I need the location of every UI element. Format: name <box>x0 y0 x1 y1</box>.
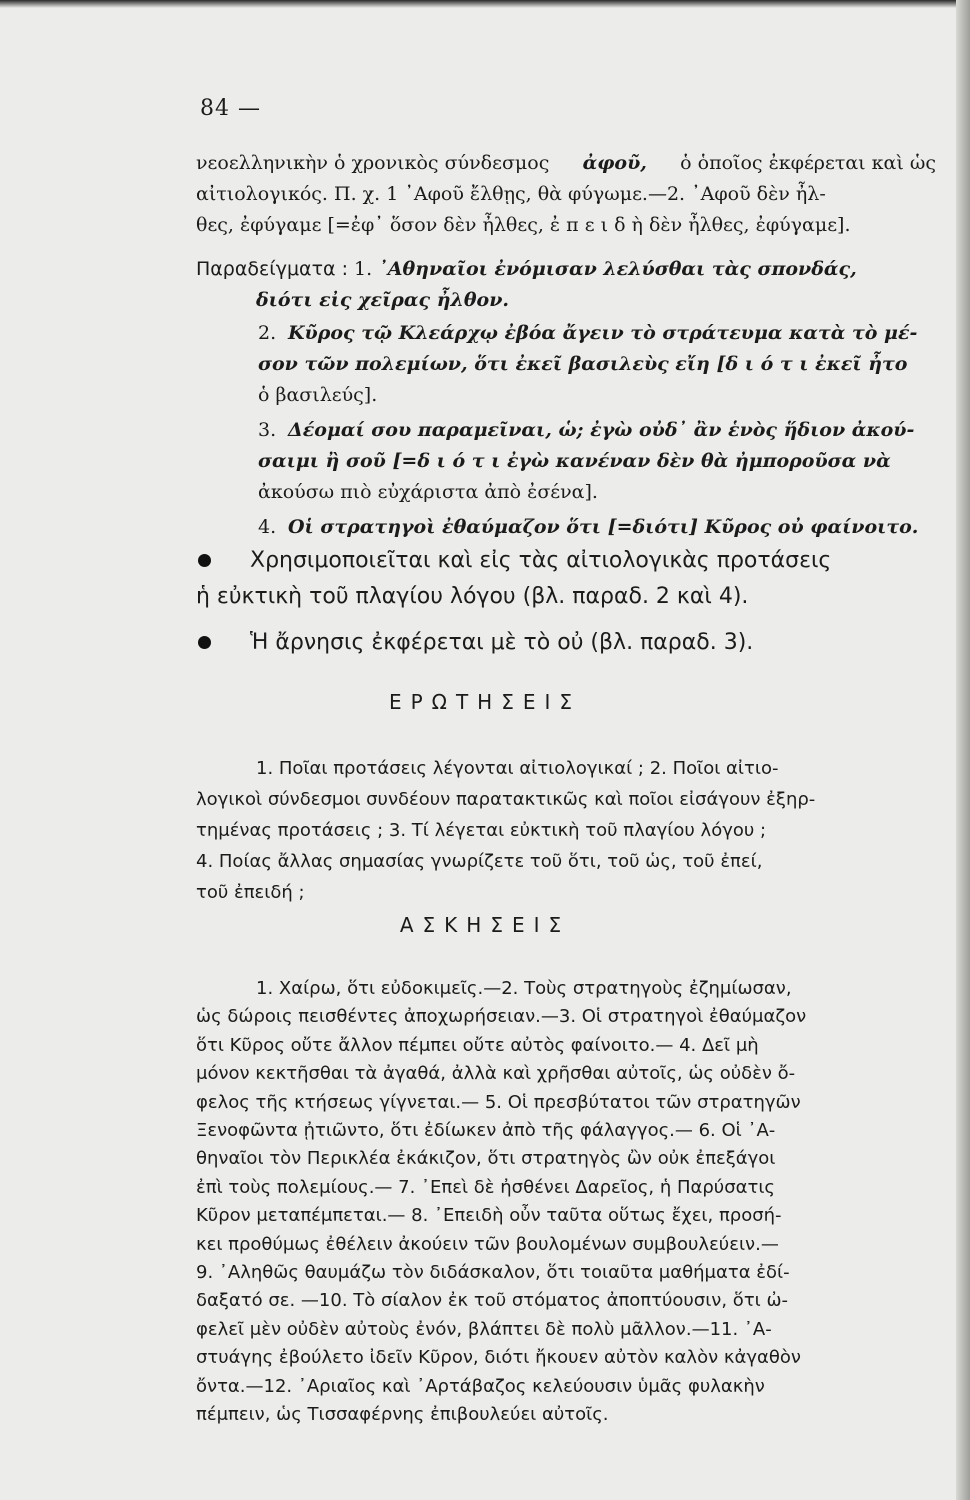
example-item: 4. Οἱ στρατηγοὶ ἐθαύμαζον ὅτι [=διότι] Κῦρος οὐ φαίνοιτο. <box>258 516 919 538</box>
exercise-line: Ξενοφῶντα ᾐτιῶντο, ὅτι ἐδίωκεν ἀπὸ τῆς φάλαγγος.— 6. Οἱ ᾿Α- <box>196 1120 776 1142</box>
exercise-line: ὄντα.—12. ᾿Αριαῖος καὶ ᾿Αρτάβαζος κελεύουσιν ὑμᾶς φυλακὴν <box>196 1375 765 1397</box>
intro-line: θες, ἐφύγαμε [=ἐφ᾿ ὅσον δὲν ἦλθες, ἐ π ε ι δ ὴ δὲν ἦλθες, ἐφύγαμε]. <box>196 214 851 236</box>
page-right-edge <box>956 0 970 1500</box>
rule-item: Χρησιμοποιεῖται καὶ εἰς τὰς αἰτιολογικὰς προτάσεις ἡ εὐκτικὴ τοῦ πλαγίου λόγου (βλ. παραδ. 2 καὶ 4). <box>196 548 832 609</box>
exercise-line: ὡς δώροις πεισθέντες ἀποχωρήσειαν.—3. Οἱ στρατηγοὶ ἐθαύμαζον <box>196 1006 807 1028</box>
exercises-heading: ΑΣΚΗΣΕΙΣ <box>399 913 571 937</box>
exercise-line: ὅτι Κῦρος οὔτε ἄλλον πέμπει οὔτε αὐτὸς φαίνοιτο.— 4. Δεῖ μὴ <box>196 1034 759 1056</box>
exercise-line: ἐπὶ τοὺς πολεμίους.— 7. ᾿Επεὶ δὲ ἠσθένει Δαρεῖος, ἡ Παρύσατις <box>196 1176 775 1198</box>
page-number: 84 — <box>200 96 261 121</box>
exercise-line: φελος τῆς κτήσεως γίγνεται.— 5. Οἱ πρεσβύτατοι τῶν στρατηγῶν <box>196 1091 801 1113</box>
questions-paragraph <box>196 753 936 908</box>
examples-list <box>258 318 934 547</box>
examples-label: Παραδείγματα : <box>196 258 348 280</box>
exercise-line: δαξατό σε. —10. Τὸ σίαλον ἐκ τοῦ στόματος ἀποπτύουσιν, ὅτι ὠ- <box>196 1290 789 1312</box>
exercise-line: στυάγης ἐβούλετο ἰδεῖν Κῦρον, διότι ἤκουεν αὐτὸν καλὸν κἀγαθὸν <box>196 1347 801 1369</box>
exercise-line: θηναῖοι τὸν Περικλέα ἐκάκιζον, ὅτι στρατηγὸς ὢν οὐκ ἐπεξάγοι <box>196 1148 776 1170</box>
bullet-icon <box>198 554 211 567</box>
exercise-line: πέμπειν, ὡς Τισσαφέρνης ἐπιβουλεύει αὐτοῖς. <box>196 1404 609 1426</box>
question-line: τημένας προτάσεις ; 3. Τί λέγεται εὐκτικὴ τοῦ πλαγίου λόγου ; <box>196 820 767 841</box>
intro-line: αἰτιολογικός. Π. χ. 1 ᾿Αφοῦ ἔλθῃς, θὰ φύγωμε.—2. ᾿Αφοῦ δὲν ἦλ- <box>196 183 826 205</box>
exercise-line: φελεῖ μὲν οὐδὲν αὐτοὺς ἐνόν, βλάπτει δὲ πολὺ μᾶλλον.—11. ᾿Α- <box>196 1318 772 1340</box>
example-number: 1. <box>354 258 373 280</box>
question-line: λογικοὶ σύνδεσμοι συνδέουν παρατακτικῶς καὶ ποῖοι εἰσάγουν ἐξηρ- <box>196 789 816 810</box>
bullet-icon <box>198 636 211 649</box>
question-line: τοῦ ἐπειδή ; <box>196 882 305 903</box>
example-item: 3. Δέομαί σου παραμεῖναι, ὡ; ἐγὼ οὐδ᾿ ἂν ἑνὸς ἥδιον ἀκού- σαιμι ἢ σοῦ [=δ ι ό τ ι ἐγὼ κανέναν δὲν θὰ ἠμποροῦσα νὰ ἀκούσω πιὸ εὐχάριστα ἀπὸ ἐσένα]. <box>258 419 915 503</box>
rules-list <box>196 543 941 661</box>
example-item: 2. Κῦρος τῷ Κλεάρχῳ ἐβόα ἄγειν τὸ στράτευμα κατὰ τὸ μέ- σον τῶν πολεμίων, ὅτι ἐκεῖ βασιλεὺς εἴη [δ ι ό τ ι ἐκεῖ ἦτο ὁ βασιλεύς]. <box>258 322 918 406</box>
exercise-line: 9. ᾿Αληθῶς θαυμάζω τὸν διδάσκαλον, ὅτι τοιαῦτα μαθήματα ἐδί- <box>196 1262 790 1284</box>
intro-paragraph <box>196 148 936 241</box>
exercise-line: 1. Χαίρω, ὅτι εὐδοκιμεῖς.—2. Τοὺς στρατηγοὺς ἐζημίωσαν, <box>256 978 792 999</box>
example-text: ᾿Αθηναῖοι ἐνόμισαν λελύσθαι τὰς σπονδάς, <box>378 258 857 280</box>
exercises-paragraph <box>196 975 936 1430</box>
exercise-line: κει προθύμως ἐθέλειν ἀκούειν τῶν βουλομένων συμβουλεύειν.— <box>196 1233 779 1255</box>
example-text: διότι εἰς χεῖρας ἦλθον. <box>256 289 510 311</box>
page-top-edge <box>0 0 970 8</box>
exercise-line: Κῦρον μεταπέμπεται.— 8. ᾿Επειδὴ οὖν ταῦτα οὕτως ἔχει, προσή- <box>196 1205 782 1227</box>
exercise-line: μόνον κεκτῆσθαι τὰ ἀγαθά, ἀλλὰ καὶ χρῆσθαι αὐτοῖς, ὡς οὐδὲν ὄ- <box>196 1063 796 1085</box>
rule-item: Ἡ ἄρνησις ἐκφέρεται μὲ τὸ οὐ (βλ. παραδ. 3). <box>196 625 941 661</box>
intro-line: νεοελληνικὴν ὁ χρονικὸς σύνδεσμος ἀφοῦ, ὁ ὁποῖος ἐκφέρεται καὶ ὡς <box>196 152 936 174</box>
question-line: 1. Ποῖαι προτάσεις λέγονται αἰτιολογικαί ; 2. Ποῖοι αἰτιο- <box>256 758 779 779</box>
examples-header <box>196 254 936 316</box>
questions-heading: ΕΡΩΤΗΣΕΙΣ <box>388 690 582 714</box>
question-line: 4. Ποίας ἄλλας σημασίας γνωρίζετε τοῦ ὅτι, τοῦ ὡς, τοῦ ἐπεί, <box>196 851 763 872</box>
